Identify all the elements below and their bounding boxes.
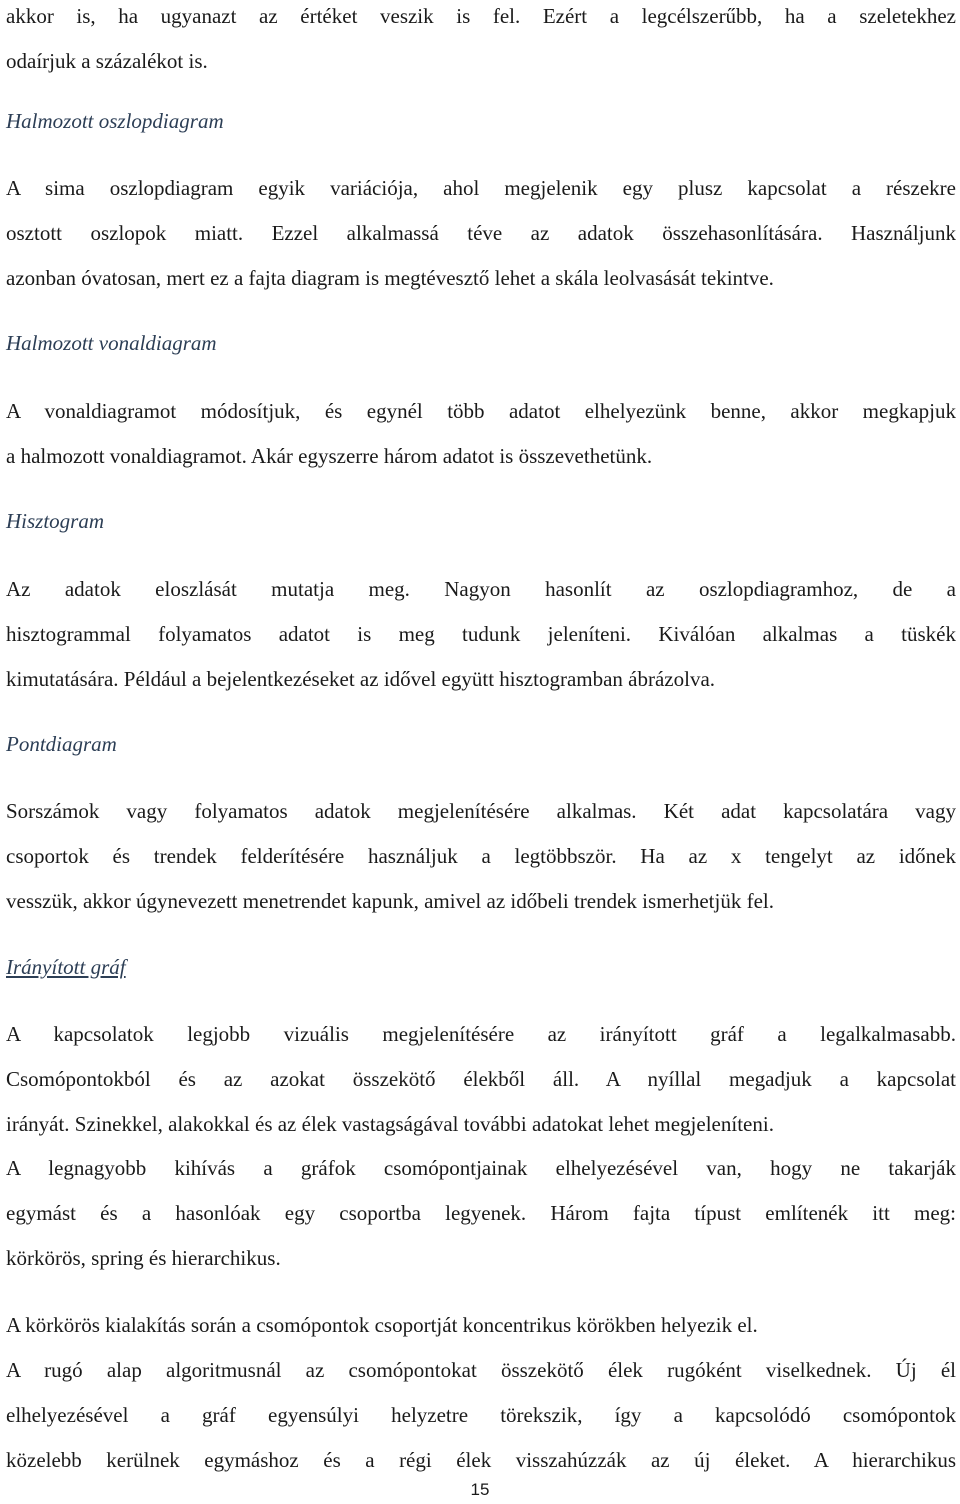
section-heading-histogram: Hisztogram — [6, 509, 105, 533]
paragraph-line: vesszük, akkor úgynevezett menetrendet kapunk, amivel az időbeli trendek ismerhetjük fel. — [6, 889, 774, 913]
section-heading-stacked-bar: Halmozott oszlopdiagram — [6, 109, 224, 133]
paragraph-line: A sima oszlopdiagram egyik variációja, ahol megjelenik egy plusz kapcsolat a részekre — [6, 176, 956, 200]
section-heading-stacked-line: Halmozott vonaldiagram — [6, 331, 217, 355]
paragraph-line: A körkörös kialakítás során a csomópontok csoportját koncentrikus körökben helyezik el. — [6, 1313, 758, 1337]
paragraph-line: A legnagyobb kihívás a gráfok csomópontjainak elhelyezésével van, hogy ne takarják — [6, 1156, 956, 1180]
paragraph-line: egymást és a hasonlóak egy csoportba legyenek. Három fajta típust említenék itt meg: — [6, 1201, 956, 1225]
paragraph-line: Sorszámok vagy folyamatos adatok megjelenítésére alkalmas. Két adat kapcsolatára vagy — [6, 799, 956, 823]
paragraph-line: A kapcsolatok legjobb vizuális megjelenítésére az irányított gráf a legalkalmasabb. — [6, 1022, 956, 1046]
section-heading-directed-graph: Irányított gráf — [6, 955, 126, 979]
paragraph-line: A rugó alap algoritmusnál az csomópontokat összekötő élek rugóként viselkednek. Új él — [6, 1358, 956, 1382]
paragraph-line: azonban óvatosan, mert ez a fajta diagram is megtévesztő lehet a skála leolvasását tekintve. — [6, 266, 774, 290]
paragraph-line: irányát. Szinekkel, alakokkal és az élek vastagságával további adatokat lehet megjeleníteni. — [6, 1112, 774, 1136]
paragraph-line: osztott oszlopok miatt. Ezzel alkalmassá téve az adatok összehasonlítására. Használjunk — [6, 221, 956, 245]
paragraph-line: A vonaldiagramot módosítjuk, és egynél több adatot elhelyezünk benne, akkor megkapjuk — [6, 399, 956, 423]
paragraph-line: a halmozott vonaldiagramot. Akár egyszerre három adatot is összevethetünk. — [6, 444, 653, 468]
paragraph-line: Az adatok eloszlását mutatja meg. Nagyon hasonlít az oszlopdiagramhoz, de a — [6, 577, 956, 601]
paragraph-line: közelebb kerülnek egymáshoz és a régi élek visszahúzzák az új éleket. A hierarchikus — [6, 1448, 956, 1472]
paragraph-line: akkor is, ha ugyanazt az értéket veszik is fel. Ezért a legcélszerűbb, ha a szeletekhez — [6, 4, 956, 28]
paragraph-line: körkörös, spring és hierarchikus. — [6, 1246, 281, 1270]
section-heading-scatter: Pontdiagram — [6, 732, 117, 756]
paragraph-line: odaírjuk a százalékot is. — [6, 49, 208, 73]
paragraph-line: kimutatására. Például a bejelentkezéseket az idővel együtt hisztogramban ábrázolva. — [6, 667, 716, 691]
paragraph-line: csoportok és trendek felderítésére használjuk a legtöbbször. Ha az x tengelyt az időnek — [6, 844, 956, 868]
paragraph-line: elhelyezésével a gráf egyensúlyi helyzetre törekszik, így a kapcsolódó csomópontok — [6, 1403, 956, 1427]
page-number: 15 — [470, 1480, 490, 1499]
paragraph-line: hisztogrammal folyamatos adatot is meg tudunk jeleníteni. Kiválóan alkalmas a tüskék — [6, 622, 956, 646]
paragraph-line: Csomópontokból és az azokat összekötő élekből áll. A nyíllal megadjuk a kapcsolat — [6, 1067, 956, 1091]
